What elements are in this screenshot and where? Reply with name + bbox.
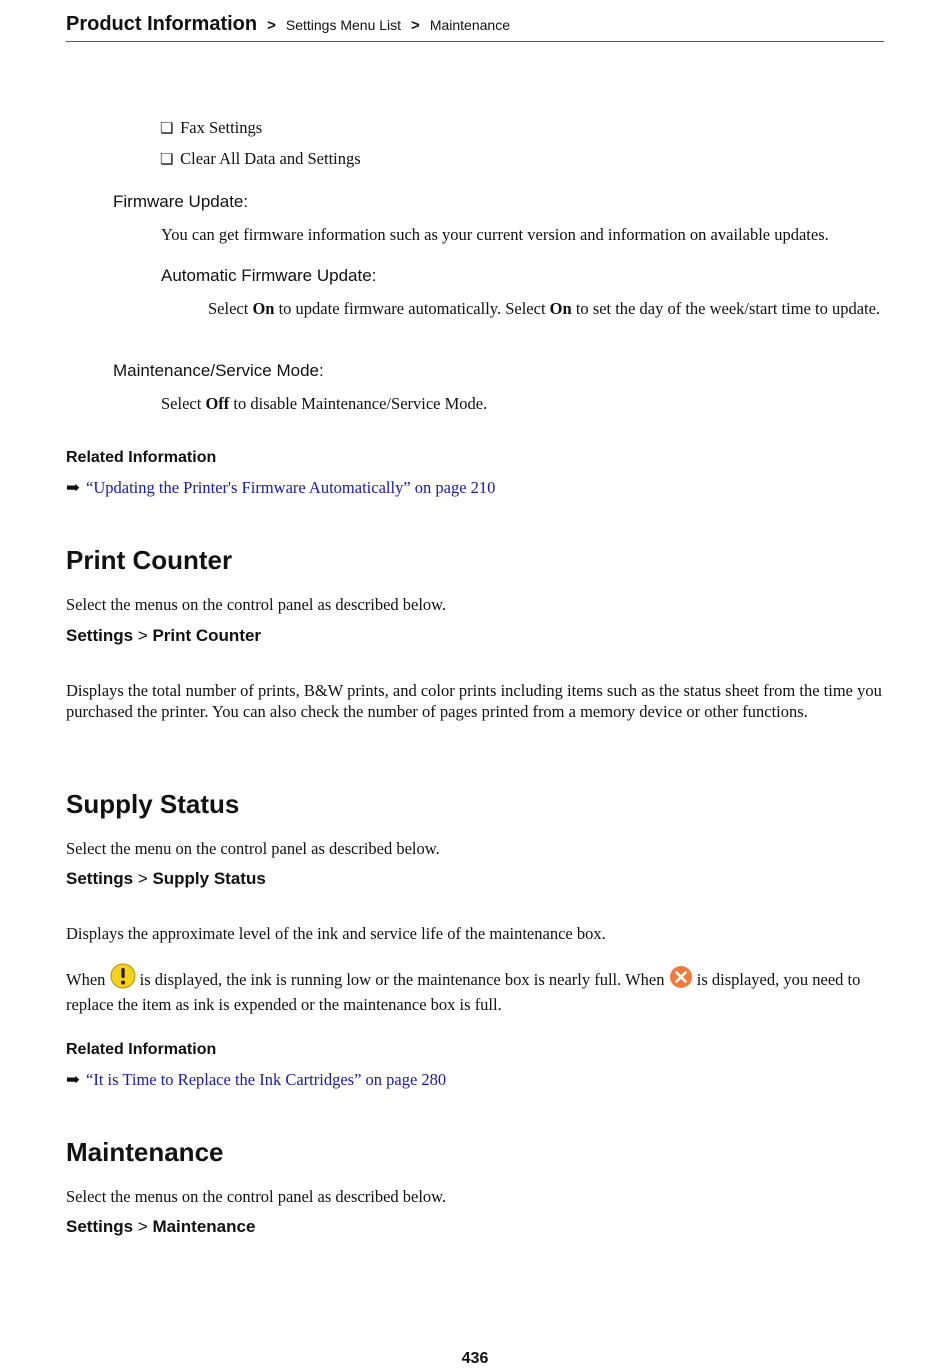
related-link-text[interactable]: “Updating the Printer's Firmware Automatically” on page 210 [86, 478, 496, 497]
auto-firmware-heading: Automatic Firmware Update: [161, 266, 377, 285]
option-off: Off [205, 394, 230, 413]
arrow-right-icon: ➡ [66, 478, 80, 497]
section-title-maintenance: Maintenance [66, 1137, 224, 1167]
menu-path-separator: > [133, 626, 153, 645]
print-counter-intro: Select the menus on the control panel as described below. [66, 595, 447, 614]
list-item [160, 149, 361, 169]
checkbox-icon: ❏ [160, 121, 174, 137]
menu-path-separator: > [133, 869, 153, 888]
menu-path-settings: Settings [66, 1217, 134, 1236]
list-item-label: Clear All Data and Settings [180, 149, 361, 168]
menu-path-settings: Settings [66, 869, 134, 888]
checkbox-icon: ❏ [160, 152, 174, 168]
text: is displayed, the ink is running low or the maintenance box is nearly full. When [135, 970, 669, 989]
text: to update firmware automatically. Select [274, 299, 550, 318]
warning-icon [110, 963, 136, 994]
menu-path-supply-status [66, 869, 266, 889]
option-on: On [252, 299, 275, 318]
text: to set the day of the week/start time to update. [571, 299, 881, 318]
menu-path-item: Maintenance [152, 1217, 256, 1236]
firmware-update-heading: Firmware Update: [113, 192, 249, 211]
error-icon [669, 965, 693, 994]
menu-path-separator: > [133, 1217, 153, 1236]
section-title-print-counter: Print Counter [66, 545, 233, 575]
arrow-right-icon: ➡ [66, 1070, 80, 1089]
page-title: Product Information [66, 13, 258, 35]
breadcrumb-maintenance: Maintenance [429, 17, 510, 33]
related-info-heading: Related Information [66, 1041, 217, 1058]
menu-path-print-counter [66, 626, 261, 646]
supply-status-intro: Select the menu on the control panel as described below. [66, 839, 440, 858]
maintenance-service-heading: Maintenance/Service Mode: [113, 361, 324, 380]
related-link-firmware[interactable] [66, 478, 495, 498]
firmware-update-desc: You can get firmware information such as your current version and information on available updates. [161, 225, 829, 244]
text: to disable Maintenance/Service Mode. [229, 394, 488, 413]
text: When [66, 970, 110, 989]
related-info-heading: Related Information [66, 449, 217, 466]
breadcrumb-separator: > [411, 17, 420, 34]
maintenance-service-desc [161, 393, 487, 414]
maintenance-intro: Select the menus on the control panel as described below. [66, 1187, 447, 1206]
menu-path-item: Supply Status [152, 869, 266, 888]
breadcrumb-separator: > [267, 17, 276, 34]
print-counter-desc: Displays the total number of prints, B&W prints, and color prints including items such as the status sheet from the time you purchased the printer. You can also check the number of pages printed from a memory device or other functions. [66, 681, 882, 721]
page-header [66, 13, 884, 42]
related-link-ink-cartridges[interactable] [66, 1070, 446, 1090]
list-item-label: Fax Settings [180, 118, 263, 137]
menu-path-maintenance [66, 1217, 255, 1237]
section-title-supply-status: Supply Status [66, 789, 240, 819]
text: is displayed, you need to replace the item as ink is expended or the maintenance box is full. [66, 970, 861, 1014]
list-item [160, 118, 262, 138]
menu-path-item: Print Counter [152, 626, 262, 645]
option-on: On [549, 299, 572, 318]
menu-path-settings: Settings [66, 626, 134, 645]
text: Select [161, 394, 206, 413]
text: Select [208, 299, 253, 318]
page-number: 436 [461, 1350, 489, 1367]
breadcrumb-settings-menu-list: Settings Menu List [285, 17, 402, 33]
auto-firmware-desc [208, 298, 883, 319]
supply-status-desc: Displays the approximate level of the ink and service life of the maintenance box. [66, 924, 606, 943]
related-link-text[interactable]: “It is Time to Replace the Ink Cartridges” on page 280 [86, 1070, 447, 1089]
supply-status-icons-desc [66, 963, 884, 1015]
